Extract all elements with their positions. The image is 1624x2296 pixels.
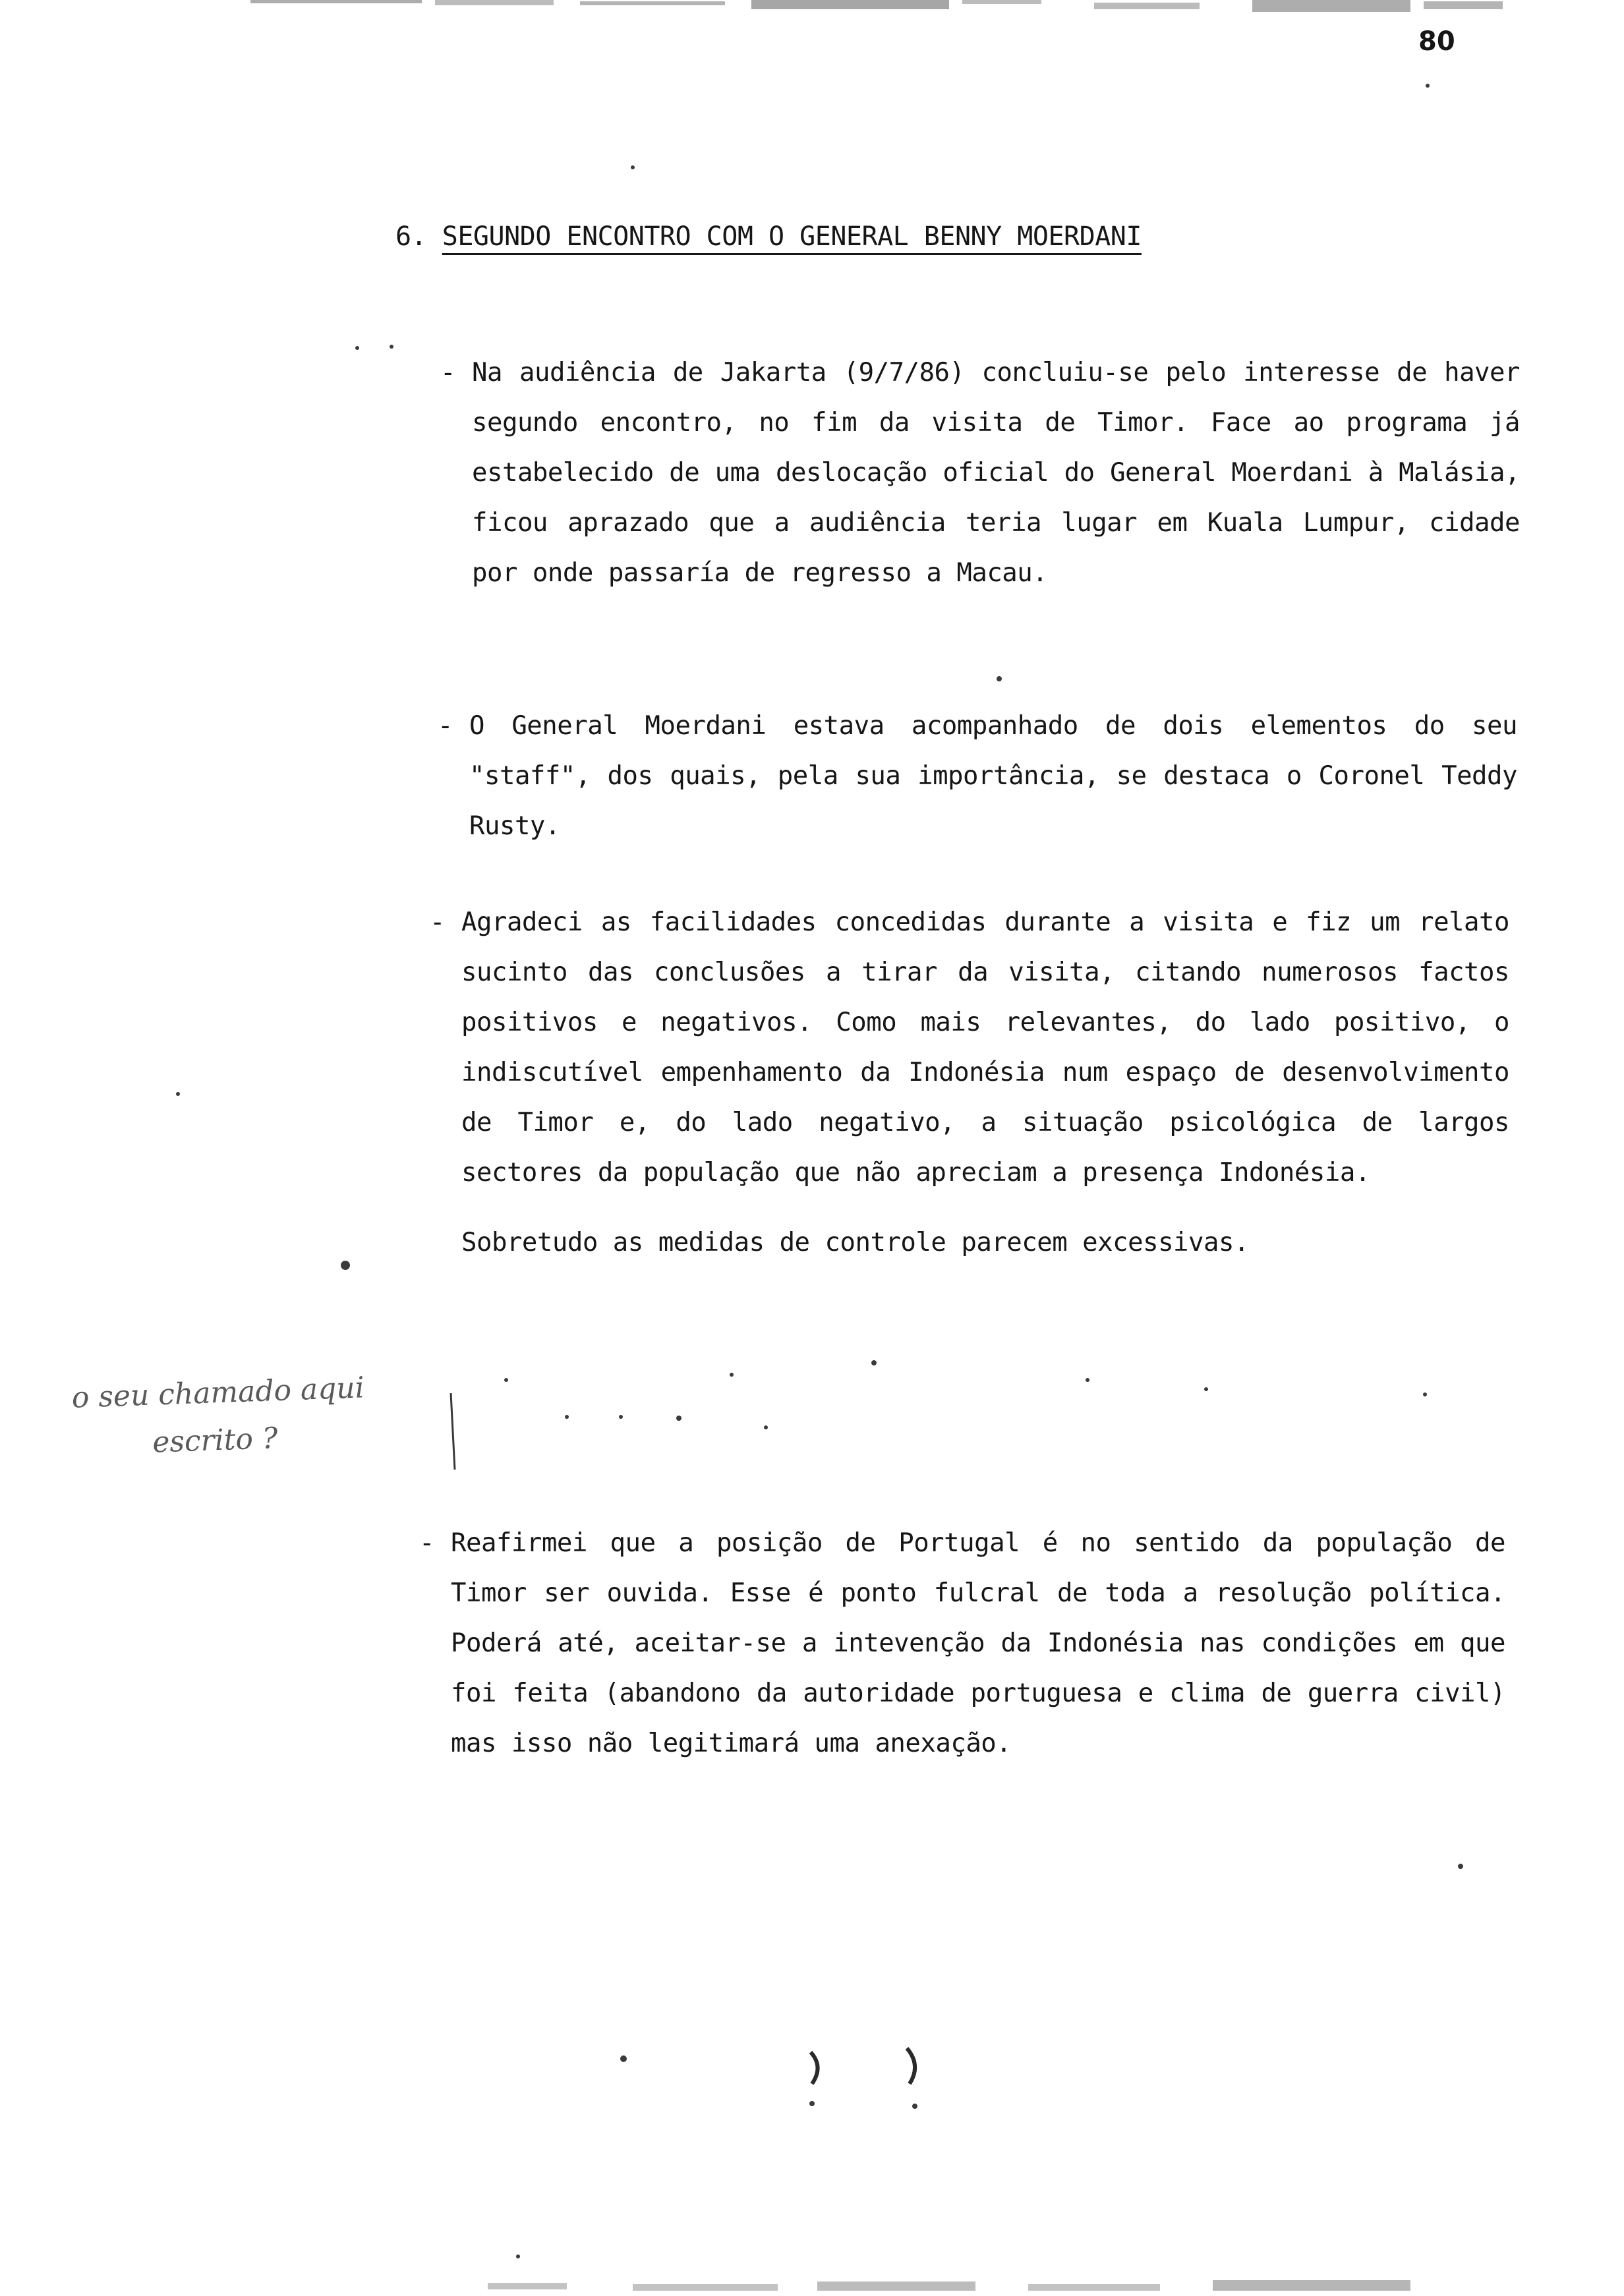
margin-note-line-2: escrito ? [152, 1421, 279, 1460]
section-number: 6. [395, 221, 427, 252]
paragraph-followup-text: Sobretudo as medidas de controle parecem excessivas. [461, 1228, 1249, 1257]
paragraph-text: Na audiência de Jakarta (9/7/86) concluiu-se pelo interesse de haver segundo encontro, no fim da visita de Timor. Face ao programa já estabelecido de uma deslocação oficial do General Moerdani à Malásia, ficou aprazado que a audiência teria lugar em Kuala Lumpur, cidade por onde passaría de regresso a Macau. [472, 358, 1520, 588]
bottom-edge-noise [0, 2267, 1624, 2296]
bullet-dash: - [438, 711, 453, 741]
paragraph-text: Reafirmei que a posição de Portugal é no sentido da população de Timor ser ouvida. Esse é ponto fulcral de toda a resolução política. Poderá até, aceitar-se a intevenção da Indonésia nas condições em que foi feita (abandono da autoridade portuguesa e clima de guerra civil) mas isso não legitimará uma anexação. [451, 1528, 1505, 1758]
bullet-dash: - [419, 1528, 434, 1558]
bullet-dash: - [430, 907, 445, 937]
paragraph-text: O General Moerdani estava acompanhado de dois elementos do seu "staff", dos quais, pela sua importância, se destaca o Coronel Teddy Rusty. [469, 711, 1517, 841]
section-title: SEGUNDO ENCONTRO COM O GENERAL BENNY MOERDANI [442, 221, 1142, 252]
page-number: 80 [1418, 26, 1455, 57]
margin-note-line-1: o seu chamado aqui [71, 1371, 365, 1415]
bullet-dash: - [440, 358, 455, 387]
bottom-edge-noise-svg [0, 2267, 1624, 2293]
paragraph-text: Agradeci as facilidades concedidas durante a visita e fiz um relato sucinto das conclusões a tirar da visita, citando numerosos factos positivos e negativos. Como mais relevantes, do lado positivo, o indiscutível empenhamento da Indonésia num espaço de desenvolvimento de Timor e, do lado negativo, a situação psicológica de largos sectores da população que não apreciam a presença Indonésia. [461, 907, 1509, 1188]
